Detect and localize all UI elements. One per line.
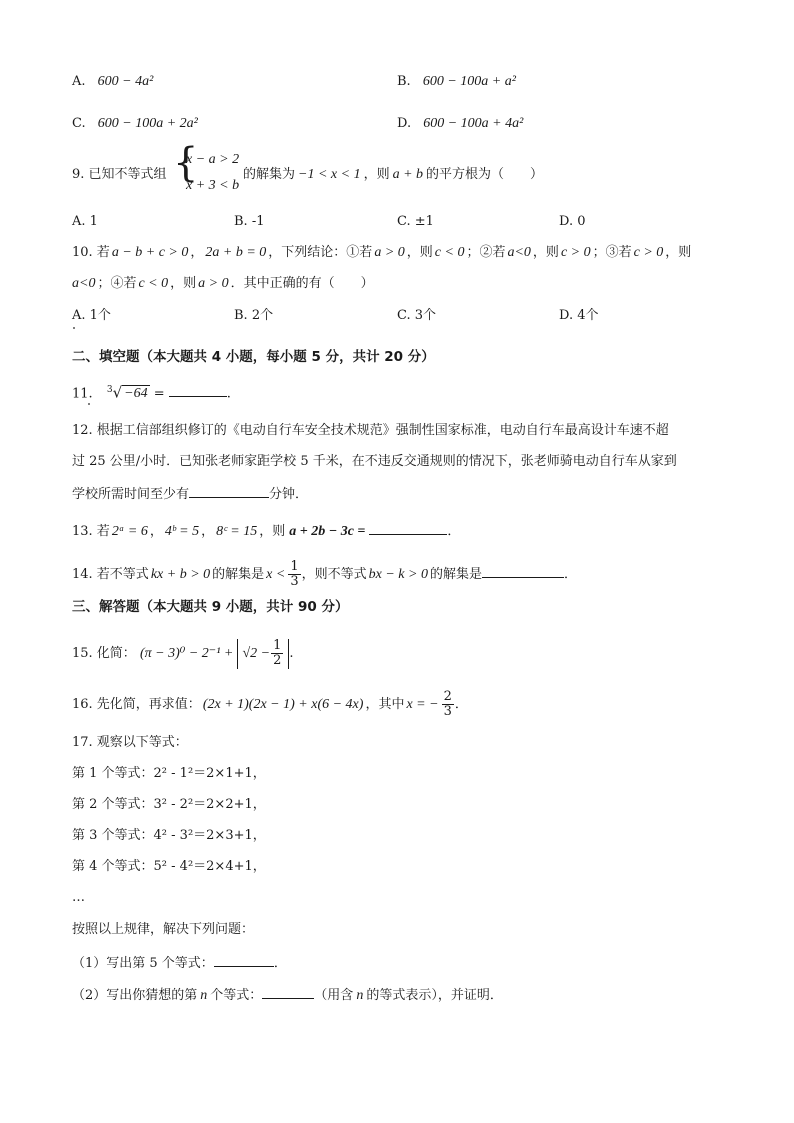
- q15-label: 15. 化简：: [72, 646, 136, 661]
- q11-equals: =: [153, 386, 165, 402]
- q17-title: 17. 观察以下等式：: [72, 735, 188, 750]
- q10-sep: ，: [190, 245, 204, 260]
- radical-sign: √: [112, 383, 123, 402]
- q17-part-1-blank[interactable]: [214, 952, 274, 967]
- q16-x-equals: x = −: [406, 697, 439, 712]
- q17-part-2-blank[interactable]: [262, 984, 314, 999]
- q17-part-2-n: n: [200, 988, 208, 1003]
- q17-part-1-text: （1）写出第 5 个等式：: [72, 956, 214, 971]
- q10-text-6: ，则: [665, 245, 692, 260]
- q15-fraction: [271, 639, 283, 668]
- q14-label: 14. 若不等式: [72, 567, 149, 582]
- q17-ellipsis: …: [72, 890, 85, 905]
- q8-option-d-letter: D.: [397, 116, 412, 131]
- q12-line-3: [72, 483, 308, 505]
- q15-absolute-value: [237, 639, 289, 669]
- q8-option-d: [397, 114, 523, 134]
- q14-expr-1: kx + b > 0: [150, 567, 211, 582]
- q14-mid-1: 的解集是: [212, 567, 265, 582]
- q17-equation-2: 第 2 个等式：3² - 2²＝2×2+1，: [72, 797, 266, 812]
- q10-cond-6: a<0: [72, 276, 96, 291]
- q14-expr-2: bx − k > 0: [368, 567, 428, 582]
- q17-instruction: 按照以上规律，解决下列问题：: [72, 922, 255, 937]
- q13-sep-2: ，: [201, 524, 215, 539]
- q14-end: ．: [563, 567, 577, 582]
- q17-part-2-text-d: 的等式表示），并证明．: [366, 988, 503, 1003]
- q17-part-2: [72, 984, 503, 1006]
- q12-text: 学校所需时间至少有: [72, 487, 190, 502]
- q12-line-1: 12. 根据工信部组织修订的《电动自行车安全技术规范》强制性国家标准，电动自行车最高设计车速不超: [72, 423, 669, 438]
- q13-eq-2: 4ᵇ = 5: [164, 524, 200, 539]
- q10-cond-8: a > 0: [198, 276, 229, 291]
- q13-end: ．: [447, 524, 461, 539]
- q9-option-a: A. 1: [72, 214, 98, 229]
- q9-suffix: ，则: [363, 167, 390, 182]
- q12-line-2: 过 25 公里/小时．已知张老师家距学校 5 千米，在不违反交通规则的情况下，张老师骑电动自行车从家到: [72, 454, 677, 469]
- q17-equation-1: 第 1 个等式：2² - 1²＝2×1+1，: [72, 766, 266, 781]
- q10-text-3: ；②若: [466, 245, 506, 260]
- q9-option-b: B. -1: [234, 214, 265, 229]
- q10-label: 10. 若: [72, 245, 110, 260]
- q16: [72, 690, 468, 720]
- q10-text-2: ，则: [406, 245, 433, 260]
- q14-x-less: x <: [266, 567, 286, 582]
- q14-fraction: [288, 560, 300, 589]
- q11-answer-blank[interactable]: [169, 382, 227, 397]
- q10-cond-2: c < 0: [434, 245, 465, 260]
- stray-dot-2: [88, 403, 90, 405]
- q13-eq-3: 8ᶜ = 15: [216, 524, 258, 539]
- q10-cond-1: a > 0: [374, 245, 405, 260]
- q8-option-b: [397, 72, 516, 92]
- q10-expr-1: a − b + c > 0: [111, 245, 189, 260]
- q13-eq-1: 2ᵃ = 6: [111, 524, 148, 539]
- q12-end: 分钟．: [269, 487, 309, 502]
- q15: [72, 638, 294, 670]
- q8-option-c-expr: 600 − 100a + 2a²: [97, 116, 198, 131]
- q10-line-1: [72, 243, 691, 263]
- q10-cond-5: c > 0: [633, 245, 664, 260]
- q9-question: [243, 165, 543, 185]
- q14-frac-num: 1: [290, 559, 299, 574]
- system-brace: {: [173, 140, 199, 186]
- q13: [72, 520, 460, 542]
- q8-option-c: [72, 114, 198, 134]
- q10-text-9: ．其中正确的有（ ）: [230, 276, 374, 291]
- q14-mid-3: 的解集是: [429, 567, 482, 582]
- q11: [72, 380, 231, 404]
- q13-sep-1: ，: [149, 524, 163, 539]
- q17-part-2-text: （2）写出你猜想的第: [72, 988, 198, 1003]
- q11-end: .: [226, 386, 231, 402]
- q16-end: ．: [454, 697, 468, 712]
- q17-part-2-text-c: （用含: [314, 988, 354, 1003]
- q10-text-8: ，则: [170, 276, 197, 291]
- q10-text-7: ；④若: [97, 276, 137, 291]
- q8-option-b-expr: 600 − 100a + a²: [422, 74, 516, 89]
- q10-option-c: C. 3个: [397, 308, 437, 323]
- q9-inequality-1: x − a > 2: [186, 152, 240, 167]
- q9-inequality-2: x + 3 < b: [186, 178, 240, 193]
- q13-expression: a + 2b − 3c =: [289, 524, 366, 539]
- q11-radicand: −64: [124, 386, 148, 402]
- q15-expression: (π − 3)⁰ − 2⁻¹ +: [139, 646, 234, 661]
- q17-part-1-end: ．: [273, 956, 287, 971]
- stray-dot: [73, 327, 75, 329]
- q14-frac-den: 3: [290, 574, 299, 589]
- q14: [72, 560, 577, 590]
- section-2-heading: 二、填空题（本大题共 4 小题，每小题 5 分，共计 20 分）: [72, 349, 435, 365]
- q11-root-index: 3: [106, 385, 113, 395]
- q15-end: .: [289, 646, 294, 661]
- q8-option-d-expr: 600 − 100a + 4a²: [423, 116, 524, 131]
- q17-equation-4: 第 4 个等式：5² - 4²＝2×4+1，: [72, 859, 266, 874]
- q13-answer-blank[interactable]: [369, 520, 447, 535]
- q17-part-1: [72, 952, 287, 974]
- q15-inner: √2 −: [242, 645, 271, 661]
- q9-middle: 的解集为: [243, 167, 296, 182]
- q14-answer-blank[interactable]: [482, 563, 564, 578]
- q9-range: −1 < x < 1: [298, 167, 361, 182]
- q9-end: 的平方根为（ ）: [426, 167, 544, 182]
- q9-ab: a + b: [392, 167, 424, 182]
- q15-frac-den: 2: [273, 652, 282, 668]
- q10-option-a: A. 1个: [72, 308, 111, 323]
- q16-label: 16. 先化简，再求值：: [72, 697, 201, 712]
- q8-option-a-expr: 600 − 4a²: [97, 74, 154, 89]
- section-3-heading: 三、解答题（本大题共 9 小题，共计 90 分）: [72, 599, 349, 615]
- q8-option-a: [72, 72, 153, 92]
- q10-option-b: B. 2个: [234, 308, 274, 323]
- q8-option-c-letter: C.: [72, 116, 86, 131]
- q10-line-2: [72, 274, 374, 294]
- q14-mid-2: ，则不等式: [301, 567, 367, 582]
- q9-option-c: C. ±1: [397, 214, 434, 229]
- q8-option-a-letter: A.: [72, 74, 86, 89]
- q15-frac-num: 1: [273, 637, 282, 653]
- q10-cond-7: c < 0: [138, 276, 169, 291]
- q13-mid: ，则: [259, 524, 286, 539]
- q16-expression: (2x + 1)(2x − 1) + x(6 − 4x): [202, 697, 364, 712]
- q17-part-2-n2: n: [356, 988, 364, 1003]
- q10-text-5: ；③若: [592, 245, 632, 260]
- q10-option-d: D. 4个: [559, 308, 599, 323]
- q16-fraction: [442, 690, 454, 719]
- q12-answer-blank[interactable]: [189, 483, 269, 498]
- q10-text-1: ，下列结论：①若: [268, 245, 373, 260]
- q16-mid: ，其中: [365, 697, 405, 712]
- q17-equation-3: 第 3 个等式：4² - 3²＝2×3+1，: [72, 828, 266, 843]
- q10-expr-2: 2a + b = 0: [205, 245, 267, 260]
- q9-option-d: D. 0: [559, 214, 586, 229]
- q8-option-b-letter: B.: [397, 74, 411, 89]
- q17-part-2-text-b: 个等式：: [210, 988, 263, 1003]
- q11-label: 11.: [72, 386, 93, 402]
- q16-frac-num: 2: [443, 689, 452, 704]
- q10-cond-4: c > 0: [560, 245, 591, 260]
- q13-label: 13. 若: [72, 524, 110, 539]
- q16-frac-den: 3: [443, 704, 452, 719]
- q9-prefix: 9. 已知不等式组: [72, 167, 167, 182]
- q10-text-4: ，则: [532, 245, 559, 260]
- q10-cond-3: a<0: [507, 245, 531, 260]
